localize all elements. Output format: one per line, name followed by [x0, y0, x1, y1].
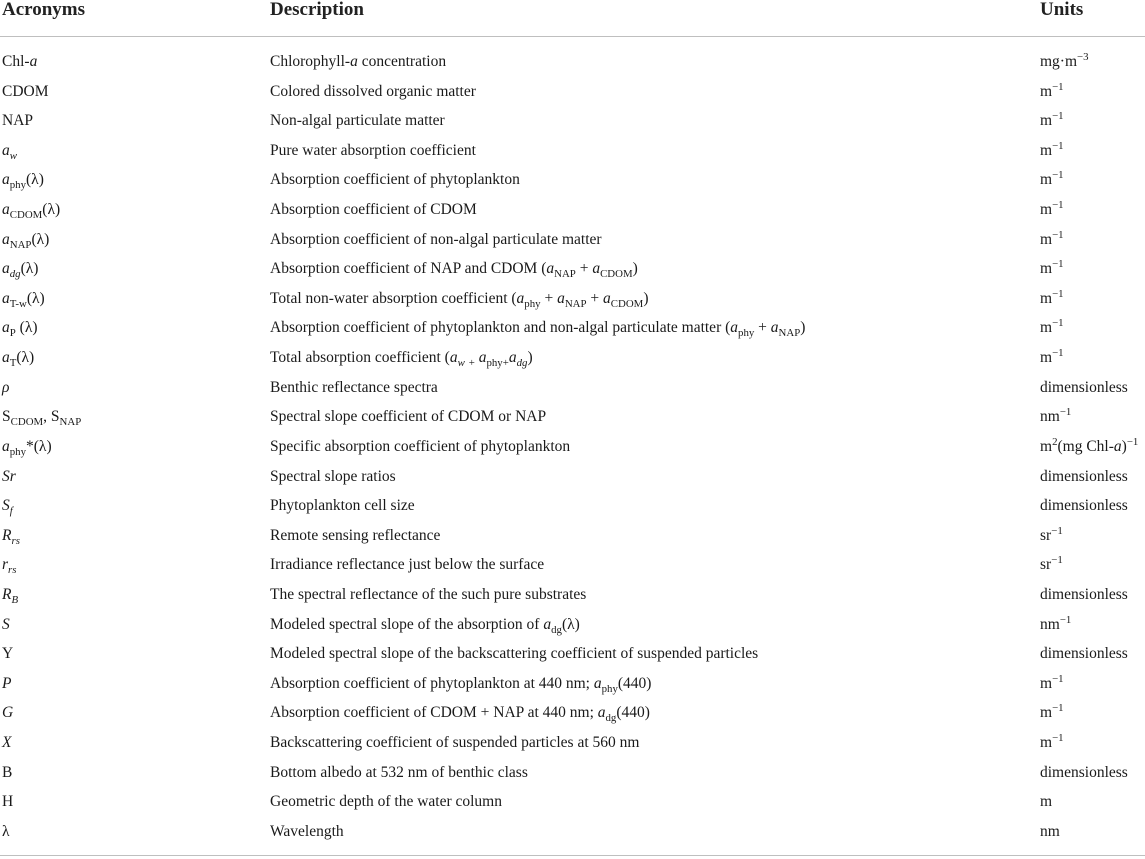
description-cell: Absorption coefficient of CDOM + NAP at 440 nm; $a_{dg}(440)$ — [270, 704, 650, 725]
units-cell: dimensionless — [1040, 585, 1128, 603]
description-cell: Bottom albedo at 532 nm of benthic class — [270, 763, 528, 781]
table-row — [0, 552, 1145, 582]
units-cell: dimensionless — [1040, 497, 1128, 515]
acronym-cell: $S_f$ — [2, 497, 13, 518]
table-row — [0, 760, 1145, 790]
table-row — [0, 641, 1145, 671]
acronym-cell: ρ — [2, 378, 10, 396]
acronym-cell: $a_{T-w}(\lambda)$ — [2, 289, 45, 310]
description-cell: Pure water absorption coefficient — [270, 141, 476, 159]
bottom-rule — [0, 855, 1145, 856]
table-row — [0, 286, 1145, 316]
table-row — [0, 404, 1145, 434]
description-cell: Spectral slope ratios — [270, 467, 396, 485]
acronym-cell: $R_B$ — [2, 585, 19, 607]
table-row — [0, 167, 1145, 197]
units-cell: $nm^{-1}$ — [1040, 406, 1072, 426]
description-cell: Spectral slope coefficient of CDOM or NAP — [270, 408, 547, 426]
description-cell: Absorption coefficient of non-algal particulate matter — [270, 230, 602, 248]
table-row — [0, 434, 1145, 464]
units-cell: nm — [1040, 822, 1060, 840]
acronym-cell: H — [2, 793, 14, 811]
units-cell: $m^2(mg$ Chl-a)$^{-1}$ — [1040, 435, 1139, 455]
acronym-cell: G — [2, 704, 14, 722]
description-cell: Absorption coefficient of phytoplankton at 440 nm; $a_{phy}(440)$ — [270, 674, 652, 695]
acronym-cell: $a_P$ (λ) — [2, 319, 38, 340]
table-row — [0, 375, 1145, 405]
units-cell: $m^{-1}$ — [1040, 139, 1064, 159]
table-row — [0, 819, 1145, 849]
acronym-cell: X — [2, 734, 12, 752]
acronym-cell: S — [2, 615, 10, 633]
table-row — [0, 256, 1145, 286]
table-row — [0, 138, 1145, 168]
units-cell: $m^{-1}$ — [1040, 169, 1064, 189]
table-row — [0, 79, 1145, 109]
acronym-cell: Y — [2, 645, 14, 663]
description-cell: Modeled spectral slope of the absorption of $a_{dg}(\lambda)$ — [270, 615, 580, 636]
units-cell: $m^{-1}$ — [1040, 346, 1064, 367]
units-cell: dimensionless — [1040, 467, 1128, 485]
description-cell: Wavelength — [270, 822, 344, 840]
units-cell: $m^{-1}$ — [1040, 258, 1064, 278]
table-row — [0, 582, 1145, 612]
table-row — [0, 227, 1145, 257]
units-cell: $m^{-1}$ — [1040, 228, 1064, 248]
acronym-cell: $a_{CDOM}(\lambda)$ — [2, 201, 61, 222]
table-row — [0, 493, 1145, 523]
units-cell: $m^{-1}$ — [1040, 672, 1064, 692]
acronym-cell: P — [2, 674, 12, 692]
table-body — [0, 37, 1145, 848]
acronym-cell: $a_w$ — [2, 141, 17, 162]
table-row — [0, 730, 1145, 760]
acronym-cell: $a_{phy}(\lambda)$ — [2, 171, 44, 192]
units-cell: $nm^{-1}$ — [1040, 613, 1072, 633]
acronym-cell: $a_T(\lambda)$ — [2, 349, 35, 370]
units-cell: $sr^{-1}$ — [1040, 524, 1063, 544]
units-cell: dimensionless — [1040, 763, 1128, 781]
description-cell: Absorption coefficient of phytoplankton and non-algal particulate matter $(a_{phy} + a_{NAP})$ — [270, 319, 806, 340]
units-cell: $m^{-1}$ — [1040, 110, 1064, 130]
description-cell: Chlorophyll-a concentration — [270, 53, 447, 70]
table-row — [0, 197, 1145, 227]
units-cell: $sr^{-1}$ — [1040, 554, 1063, 574]
acronym-cell: $a_{NAP}(\lambda)$ — [2, 230, 50, 251]
acronym-cell: $r_{rs}$ — [2, 556, 17, 577]
header-units: Units — [1040, 0, 1084, 20]
acronym-cell: λ — [2, 822, 10, 840]
table-row — [0, 789, 1145, 819]
header-description: Description — [270, 0, 364, 20]
table-header — [0, 0, 1145, 37]
units-cell: $m^{-1}$ — [1040, 287, 1064, 307]
description-cell: The spectral reflectance of the such pure substrates — [270, 585, 587, 603]
acronym-cell: $S_{CDOM}$, $S_{NAP}$ — [2, 408, 82, 429]
acronym-cell: B — [2, 763, 13, 781]
description-cell: Non-algal particulate matter — [270, 112, 445, 130]
description-cell: Geometric depth of the water column — [270, 793, 502, 811]
table-row — [0, 464, 1145, 494]
table-row — [0, 49, 1145, 79]
description-cell: Irradiance reflectance just below the surface — [270, 556, 545, 574]
description-cell: Total non-water absorption coefficient $(a_{phy} + a_{NAP} + a_{CDOM})$ — [270, 289, 649, 310]
units-cell: $m^{-1}$ — [1040, 80, 1064, 100]
units-cell: dimensionless — [1040, 378, 1128, 396]
acronym-cell: Chl-a — [2, 53, 38, 70]
acronym-cell: Sr — [2, 467, 16, 485]
units-cell: $m^{-1}$ — [1040, 198, 1064, 219]
units-cell: $m^{-1}$ — [1040, 702, 1064, 722]
description-cell: Absorption coefficient of NAP and CDOM $(a_{NAP} + a_{CDOM})$ — [270, 260, 638, 281]
description-cell: Remote sensing reflectance — [270, 526, 441, 544]
description-cell: Benthic reflectance spectra — [270, 378, 438, 396]
description-cell: Total absorption coefficient ($a_w$ $_+$ $a_{phy+}a_{dg}$) — [270, 349, 533, 370]
units-cell: $m^{-1}$ — [1040, 317, 1064, 337]
table-row — [0, 612, 1145, 642]
acronym-cell: $a_{phy}*(\lambda)$ — [2, 437, 52, 459]
units-cell: $m^{-1}$ — [1040, 731, 1064, 752]
description-cell: Colored dissolved organic matter — [270, 82, 476, 100]
description-cell: Absorption coefficient of CDOM — [270, 201, 477, 219]
acronym-cell: CDOM — [2, 82, 49, 100]
table-row — [0, 108, 1145, 138]
acronym-cell: NAP — [2, 112, 34, 130]
units-cell: $mg\cdot m^{-3}$ — [1040, 50, 1089, 70]
description-cell: Backscattering coefficient of suspended particles at 560 nm — [270, 734, 640, 752]
table-row — [0, 345, 1145, 375]
acronym-cell: $a_{dg}(\lambda)$ — [2, 260, 39, 281]
description-cell: Absorption coefficient of phytoplankton — [270, 171, 520, 189]
units-cell: m — [1040, 793, 1053, 811]
acronym-cell: $R_{rs}$ — [2, 526, 20, 547]
table-row — [0, 671, 1145, 701]
units-cell: dimensionless — [1040, 645, 1128, 663]
description-cell: Modeled spectral slope of the backscattering coefficient of suspended particles — [270, 645, 759, 663]
description-cell: Specific absorption coefficient of phytoplankton — [270, 437, 571, 455]
table-row — [0, 523, 1145, 553]
table-row — [0, 315, 1145, 345]
description-cell: Phytoplankton cell size — [270, 497, 415, 515]
table-row — [0, 700, 1145, 730]
header-acronyms: Acronyms — [2, 0, 86, 20]
